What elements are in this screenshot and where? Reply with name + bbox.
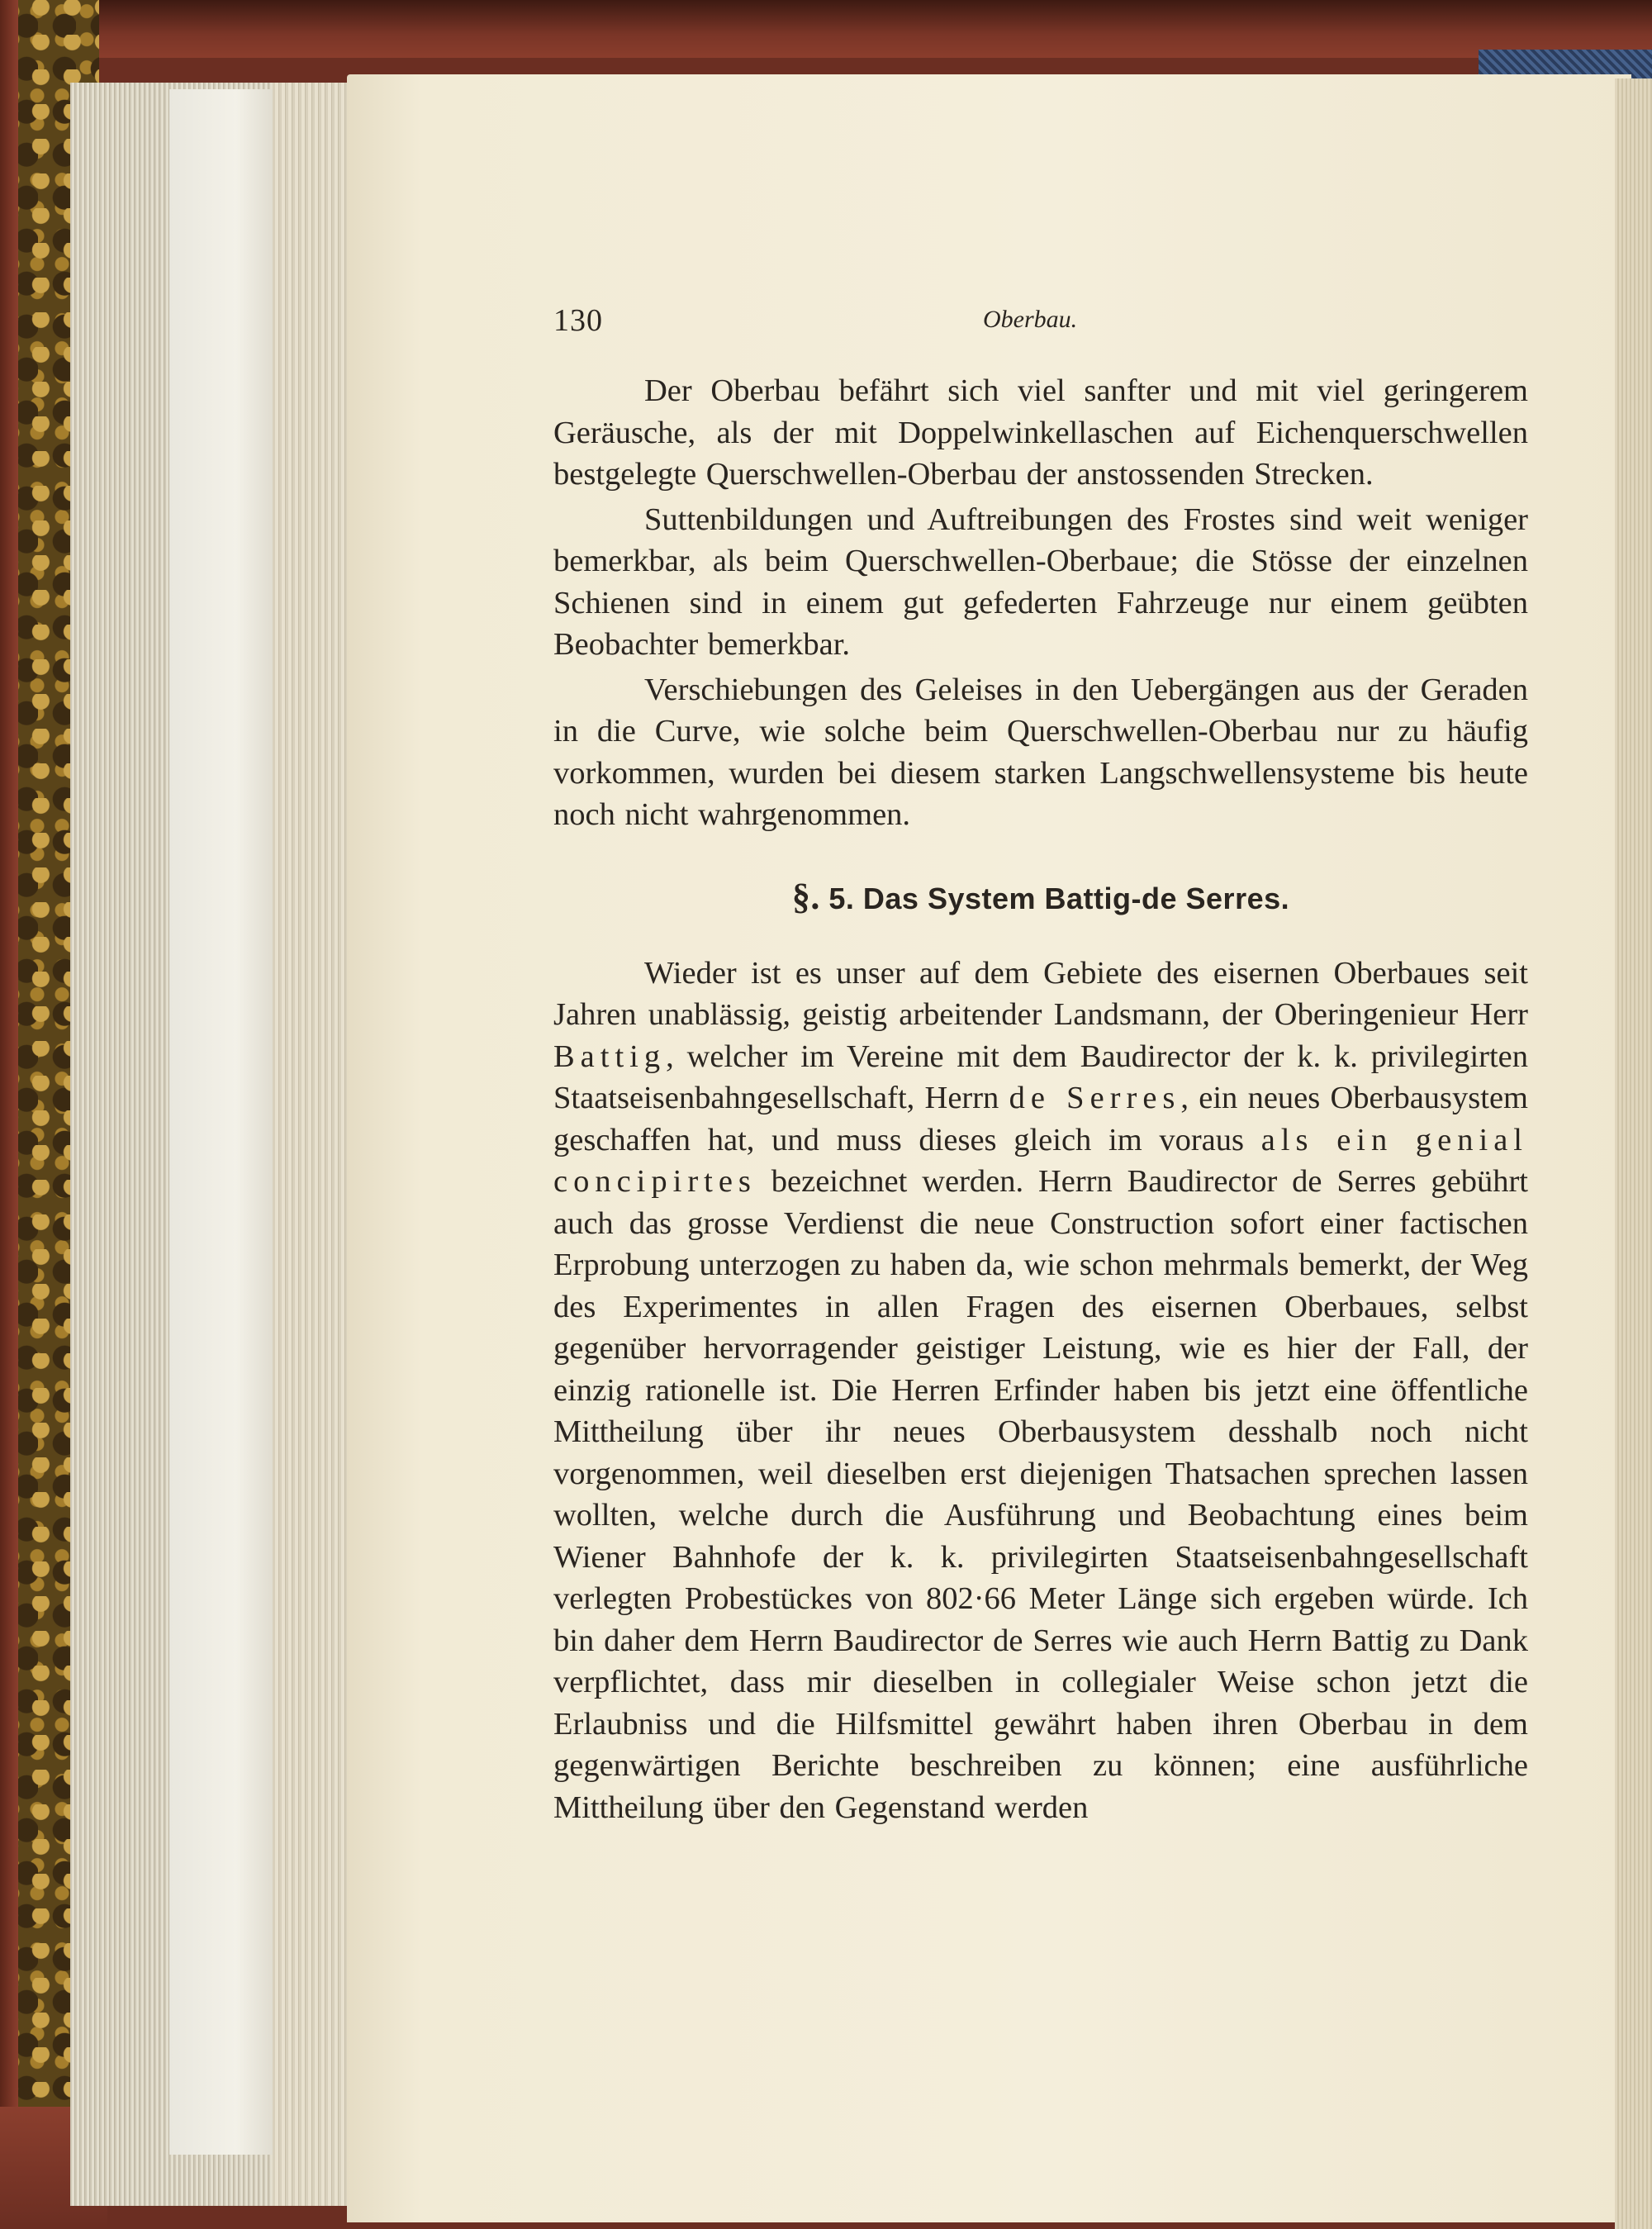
left-page-face <box>169 89 281 2155</box>
book-cover-left-edge <box>0 0 18 2229</box>
paragraph-4-part-4: bezeichnet werden. Herrn Baudirector de Serres gebührt auch das grosse Verdienst die neue Construction sofort einer factischen Erprobung unterzogen zu haben da, wie schon mehrmals bemerkt, der Weg des Experimentes in allen Fragen des eisernen Oberbaues, selbst gegenüber hervorragender geistiger Leistung, wie es hier der Fall, der einzig rationelle ist. Die Herren Erfinder haben bis jetzt eine öffentliche Mittheilung über ihr neues Oberbausystem desshalb noch nicht vorgenommen, weil dieselben erst diejenigen Thatsachen sprechen lassen wollten, welche durch die Ausführung und Beobachtung eines beim Wiener Bahnhofe der k. k. privilegirten Staatseisenbahngesellschaft verlegten Probestückes von 802·66 Meter Länge sich ergeben würde. Ich bin daher dem Herrn Baudirector de Serres wie auch Herrn Battig zu Dank verpflichtet, dass mir dieselben in collegialer Weise schon jetzt die Erlaubniss und die Hilfsmittel gewährt haben ihren Oberbau in dem gegenwärtigen Berichte beschreiben zu können; eine ausführliche Mittheilung über den Gegenstand werden <box>553 1164 1528 1825</box>
book-cover-top-edge <box>0 0 1652 58</box>
section-heading <box>553 876 1528 918</box>
section-symbol: §. <box>791 876 820 917</box>
section-title: 5. Das System Battig-de Serres. <box>828 881 1290 915</box>
paragraph-3: Verschiebungen des Geleises in den Uebergängen aus der Geraden in die Curve, wie solche beim Querschwellen-Oberbau nur zu häufig vorkommen, wurden bei diesem starken Langschwellensysteme bis heute noch nicht wahrgenommen. <box>553 672 1528 832</box>
paragraph-4 <box>553 953 1528 1829</box>
running-title: Oberbau. <box>983 306 1078 333</box>
running-head <box>553 297 1528 347</box>
name-battig: Battig <box>553 1038 667 1074</box>
emphasis-genial: als ein genial concipirtes <box>553 1122 1529 1199</box>
right-page-edges <box>1615 78 1652 2229</box>
paragraph-4-part-3: , ein neues Oberbausystem geschaffen hat, und muss dieses gleich im voraus <box>553 1081 1528 1157</box>
page-number: 130 <box>553 303 603 338</box>
paragraph-4-part-2: , welcher im Vereine mit dem Baudirector der k. k. privilegirten Staatseisenbahngesellschaft, Herrn <box>553 1038 1528 1115</box>
paragraph-1: Der Oberbau befährt sich viel sanfter und mit viel geringerem Geräusche, als der mit Doppelwinkellaschen auf Eichenquerschwellen bestgelegte Querschwellen-Oberbau der anstossenden Strecken. <box>553 373 1528 492</box>
page-text-block <box>553 297 1528 1828</box>
name-de-serres: de Serres <box>1009 1081 1181 1115</box>
paragraph-2: Suttenbildungen und Auftreibungen des Frostes sind weit weniger bemerkbar, als beim Querschwellen-Oberbaue; die Stösse der einzelnen Schienen sind in einem gut gefederten Fahrzeuge nur einem geübten Beobachter bemerkbar. <box>553 501 1528 662</box>
paragraph-4-part-1: Wieder ist es unser auf dem Gebiete des eisernen Oberbaues seit Jahren unablässig, geistig arbeitender Landsmann, der Oberingenieur Herr <box>553 955 1528 1032</box>
